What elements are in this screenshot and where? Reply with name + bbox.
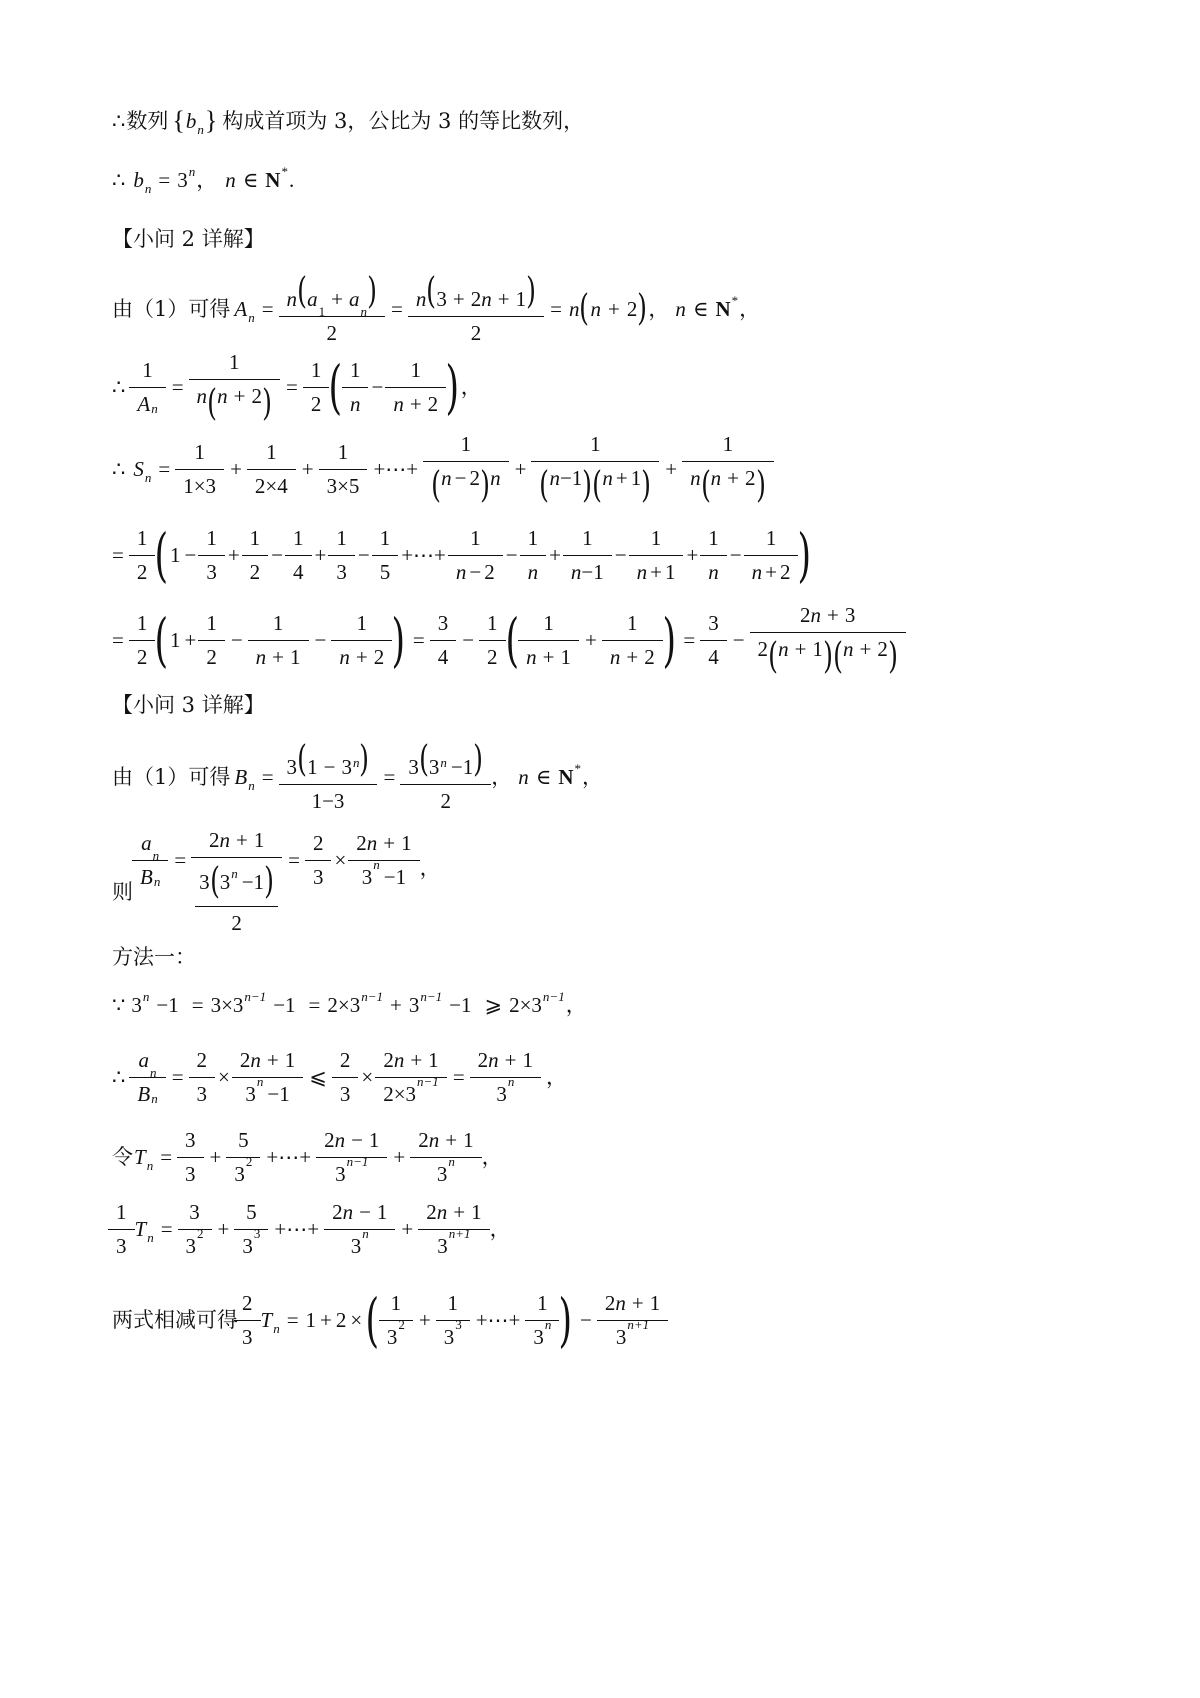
subscript-n: n	[144, 180, 152, 196]
line-text: 数列	[126, 108, 169, 133]
line-Bn: 由（1）可得 B n = 3 ( 1 − 3 n ) 1−3 = 3 ( 3 n −1 ) 2 ， n ∈ N * ，	[112, 739, 603, 813]
equals: =	[158, 167, 171, 192]
line-text: 构成首项为 3，公比为 3 的等比数列，	[222, 108, 585, 133]
line-third-Tn: $\frac{1}{3}$ T n = 3 3 2 + 5 3 3 +⋯+ 2 n − 1 3 n + 2 n + 1 3 n+1 ，	[112, 1192, 1140, 1266]
line-subtract: 两式相减可得 $\frac{2}{3}$ T n = 1 + 2 × ( 1 3 2 + 1 3 3 +⋯+ 1 3 n ) − 2 n + 1 3 n+1	[112, 1283, 1140, 1357]
line-text: 则	[112, 879, 133, 904]
left-brace: {	[172, 106, 185, 135]
numerator: n ( 3 + 2 n + 1 )	[415, 271, 537, 312]
comma: ，	[196, 167, 218, 192]
line-text: 由（1）可得	[112, 296, 231, 321]
method-label	[112, 940, 1140, 974]
section-heading-2	[112, 222, 1140, 256]
var-A: A	[234, 296, 248, 321]
number: 3	[177, 167, 188, 192]
line-inequality: ∵ 3 n −1 = 3×3 n−1 −1 = 2×3 n−1 + 3 n−1 −1 ⩾ 2×3 n−1 ，	[112, 988, 587, 1017]
subscript-n: n	[248, 777, 255, 793]
line-text: 令	[112, 1144, 133, 1169]
superscript-n: n	[188, 163, 196, 179]
line-text: 两式相减可得	[112, 1307, 238, 1332]
line-text: 由（1）可得	[112, 764, 231, 789]
method-text: 方法一：	[112, 944, 196, 969]
right-brace: }	[204, 106, 218, 135]
fraction	[412, 271, 540, 345]
line-Sn-sum: ∴ S n = $\frac{1}{1\times 3}$ + $\frac{1}{2\times 4}$ + $\frac{1}{3\times 5}$ +⋯+ 1 ( n − 2 ) n + 1 ( n −1 ) ( n + 1 ) + 1 n ( n + 2 )	[112, 432, 1140, 506]
heading-text: 【小问 3 详解】	[112, 692, 265, 717]
fraction	[283, 271, 381, 345]
subscript-n: n	[197, 121, 204, 137]
line-An: 由（1）可得 A n = n ( a 1 + a n ) 2 = n ( 3 + 2 n + 1 ) 2 = n ( n + 2 ) ， n ∈ N * ，	[112, 271, 761, 345]
fraction: 1 n ( n + 2 )	[193, 352, 276, 422]
numerator: n ( a 1 + a n )	[286, 271, 377, 319]
period: .	[288, 167, 295, 192]
var-T: T	[134, 1144, 146, 1169]
section-heading-3	[112, 688, 1140, 722]
var-b: b	[185, 108, 197, 133]
var-n: n	[225, 167, 236, 192]
line-reciprocal-An: ∴ 1 A n = 1 n ( n + 2 ) = $\frac{1}{2}$ ( $\frac{1}{n}$ − 1 n + 2 ) ，	[112, 350, 482, 424]
subscript-n: n	[146, 1157, 154, 1173]
line-an-over-Bn: 则 a n B n = 2 n + 1 3 ( 3 n −1 ) 2 = $\frac{2}{3}$ × 2 n + 1 3 n −1 ，	[112, 828, 441, 935]
line-bn-geometric	[112, 103, 1140, 139]
subscript-n: n	[248, 309, 255, 325]
equals: =	[261, 296, 274, 321]
var-b: b	[133, 167, 144, 192]
denominator: 2	[279, 316, 385, 344]
denominator: 2	[408, 316, 544, 344]
equals: =	[390, 296, 403, 321]
line-Sn-telescoping: = $\frac{1}{2}$ ( 1 − $\frac{1}{3}$ + $\frac{1}{2}$ − $\frac{1}{4}$ + $\frac{1}{3}$ − $\frac{1}{5}$ +⋯+ 1 n − 2 − $\frac{1}{n}$ + 1 n −1 − 1 n + 1 + $\frac{1}{n}$ − 1 n + 2 )	[112, 521, 812, 589]
var-B: B	[234, 764, 248, 789]
line-ratio-bound: ∴ a n B n = $\frac{2}{3}$ × 2 n + 1 3 n −1 ⩽ $\frac{2}{3}$ × 2 n + 1 2×3 n−1 = 2 n + 1 3 n ，	[112, 1047, 567, 1106]
superscript-star: *	[281, 163, 288, 179]
naturals-N: N	[265, 167, 281, 192]
line-Sn-result: = $\frac{1}{2}$ ( 1 + $\frac{1}{2}$ − 1 n + 1 − 1 n + 2 ) = $\frac{3}{4}$ − $\frac{1}{2}$ ( 1 n + 1 + 1 n + 2 ) = $\frac{3}{4}$ − 2 n + 3 2 ( n + 1 ) ( n + 2 )	[112, 603, 1140, 677]
element-of: ∈	[242, 167, 259, 192]
therefore-symbol: ∴	[112, 374, 126, 399]
line-Tn: 令 T n = $\frac{3}{3}$ + 5 3 2 +⋯+ 2 n − 1 3 n−1 + 2 n + 1 3 n ，	[112, 1127, 503, 1186]
therefore-symbol: ∴	[112, 167, 126, 192]
heading-text: 【小问 2 详解】	[112, 226, 265, 251]
equals: =	[550, 296, 562, 321]
because-symbol: ∵	[112, 992, 126, 1017]
fraction: 1 A n	[133, 360, 161, 415]
line-bn-formula	[112, 162, 1140, 198]
therefore-symbol: ∴	[112, 108, 126, 133]
